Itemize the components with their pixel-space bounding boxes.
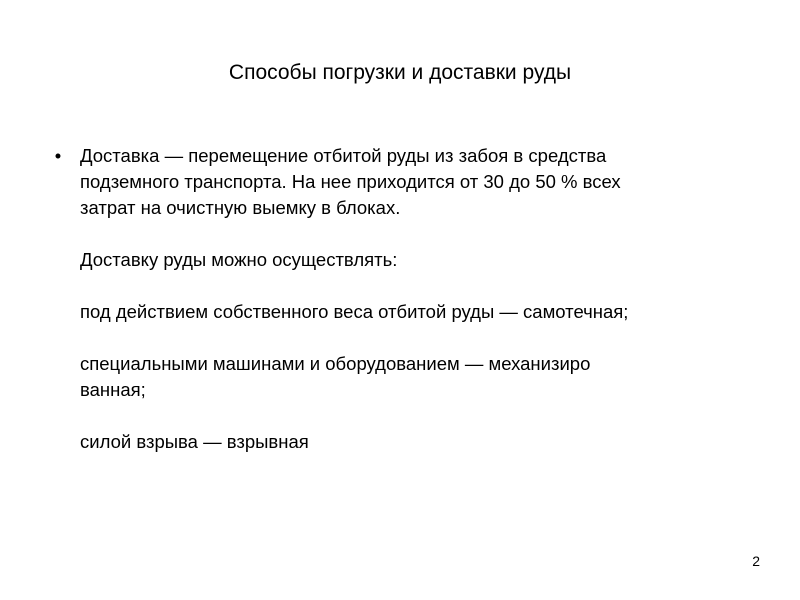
blank-line	[80, 273, 750, 299]
paragraph-line: ванная;	[80, 379, 146, 400]
bullet-item	[50, 143, 750, 455]
paragraph-line: под действием собственного веса отбитой руды — самотечная;	[80, 301, 629, 322]
slide-title: Способы погрузки и доставки руды	[228, 61, 572, 84]
paragraph-line: силой взрыва — взрывная	[80, 431, 309, 452]
paragraph-line: затрат на очистную выемку в блоках.	[80, 197, 401, 218]
slide-body	[50, 143, 750, 455]
blank-line	[80, 403, 750, 429]
blank-line	[80, 221, 750, 247]
paragraph-line: Доставка — перемещение отбитой руды из забоя в средства	[80, 145, 607, 166]
page-number: 2	[752, 553, 760, 569]
paragraph-line: Доставку руды можно осуществлять:	[80, 249, 398, 270]
bullet-icon: •	[54, 145, 62, 166]
paragraph-line: подземного транспорта. На нее приходится от 30 до 50 % всех	[80, 171, 621, 192]
paragraph-line: специальными машинами и оборудованием — механизиро	[80, 353, 591, 374]
blank-line	[80, 325, 750, 351]
